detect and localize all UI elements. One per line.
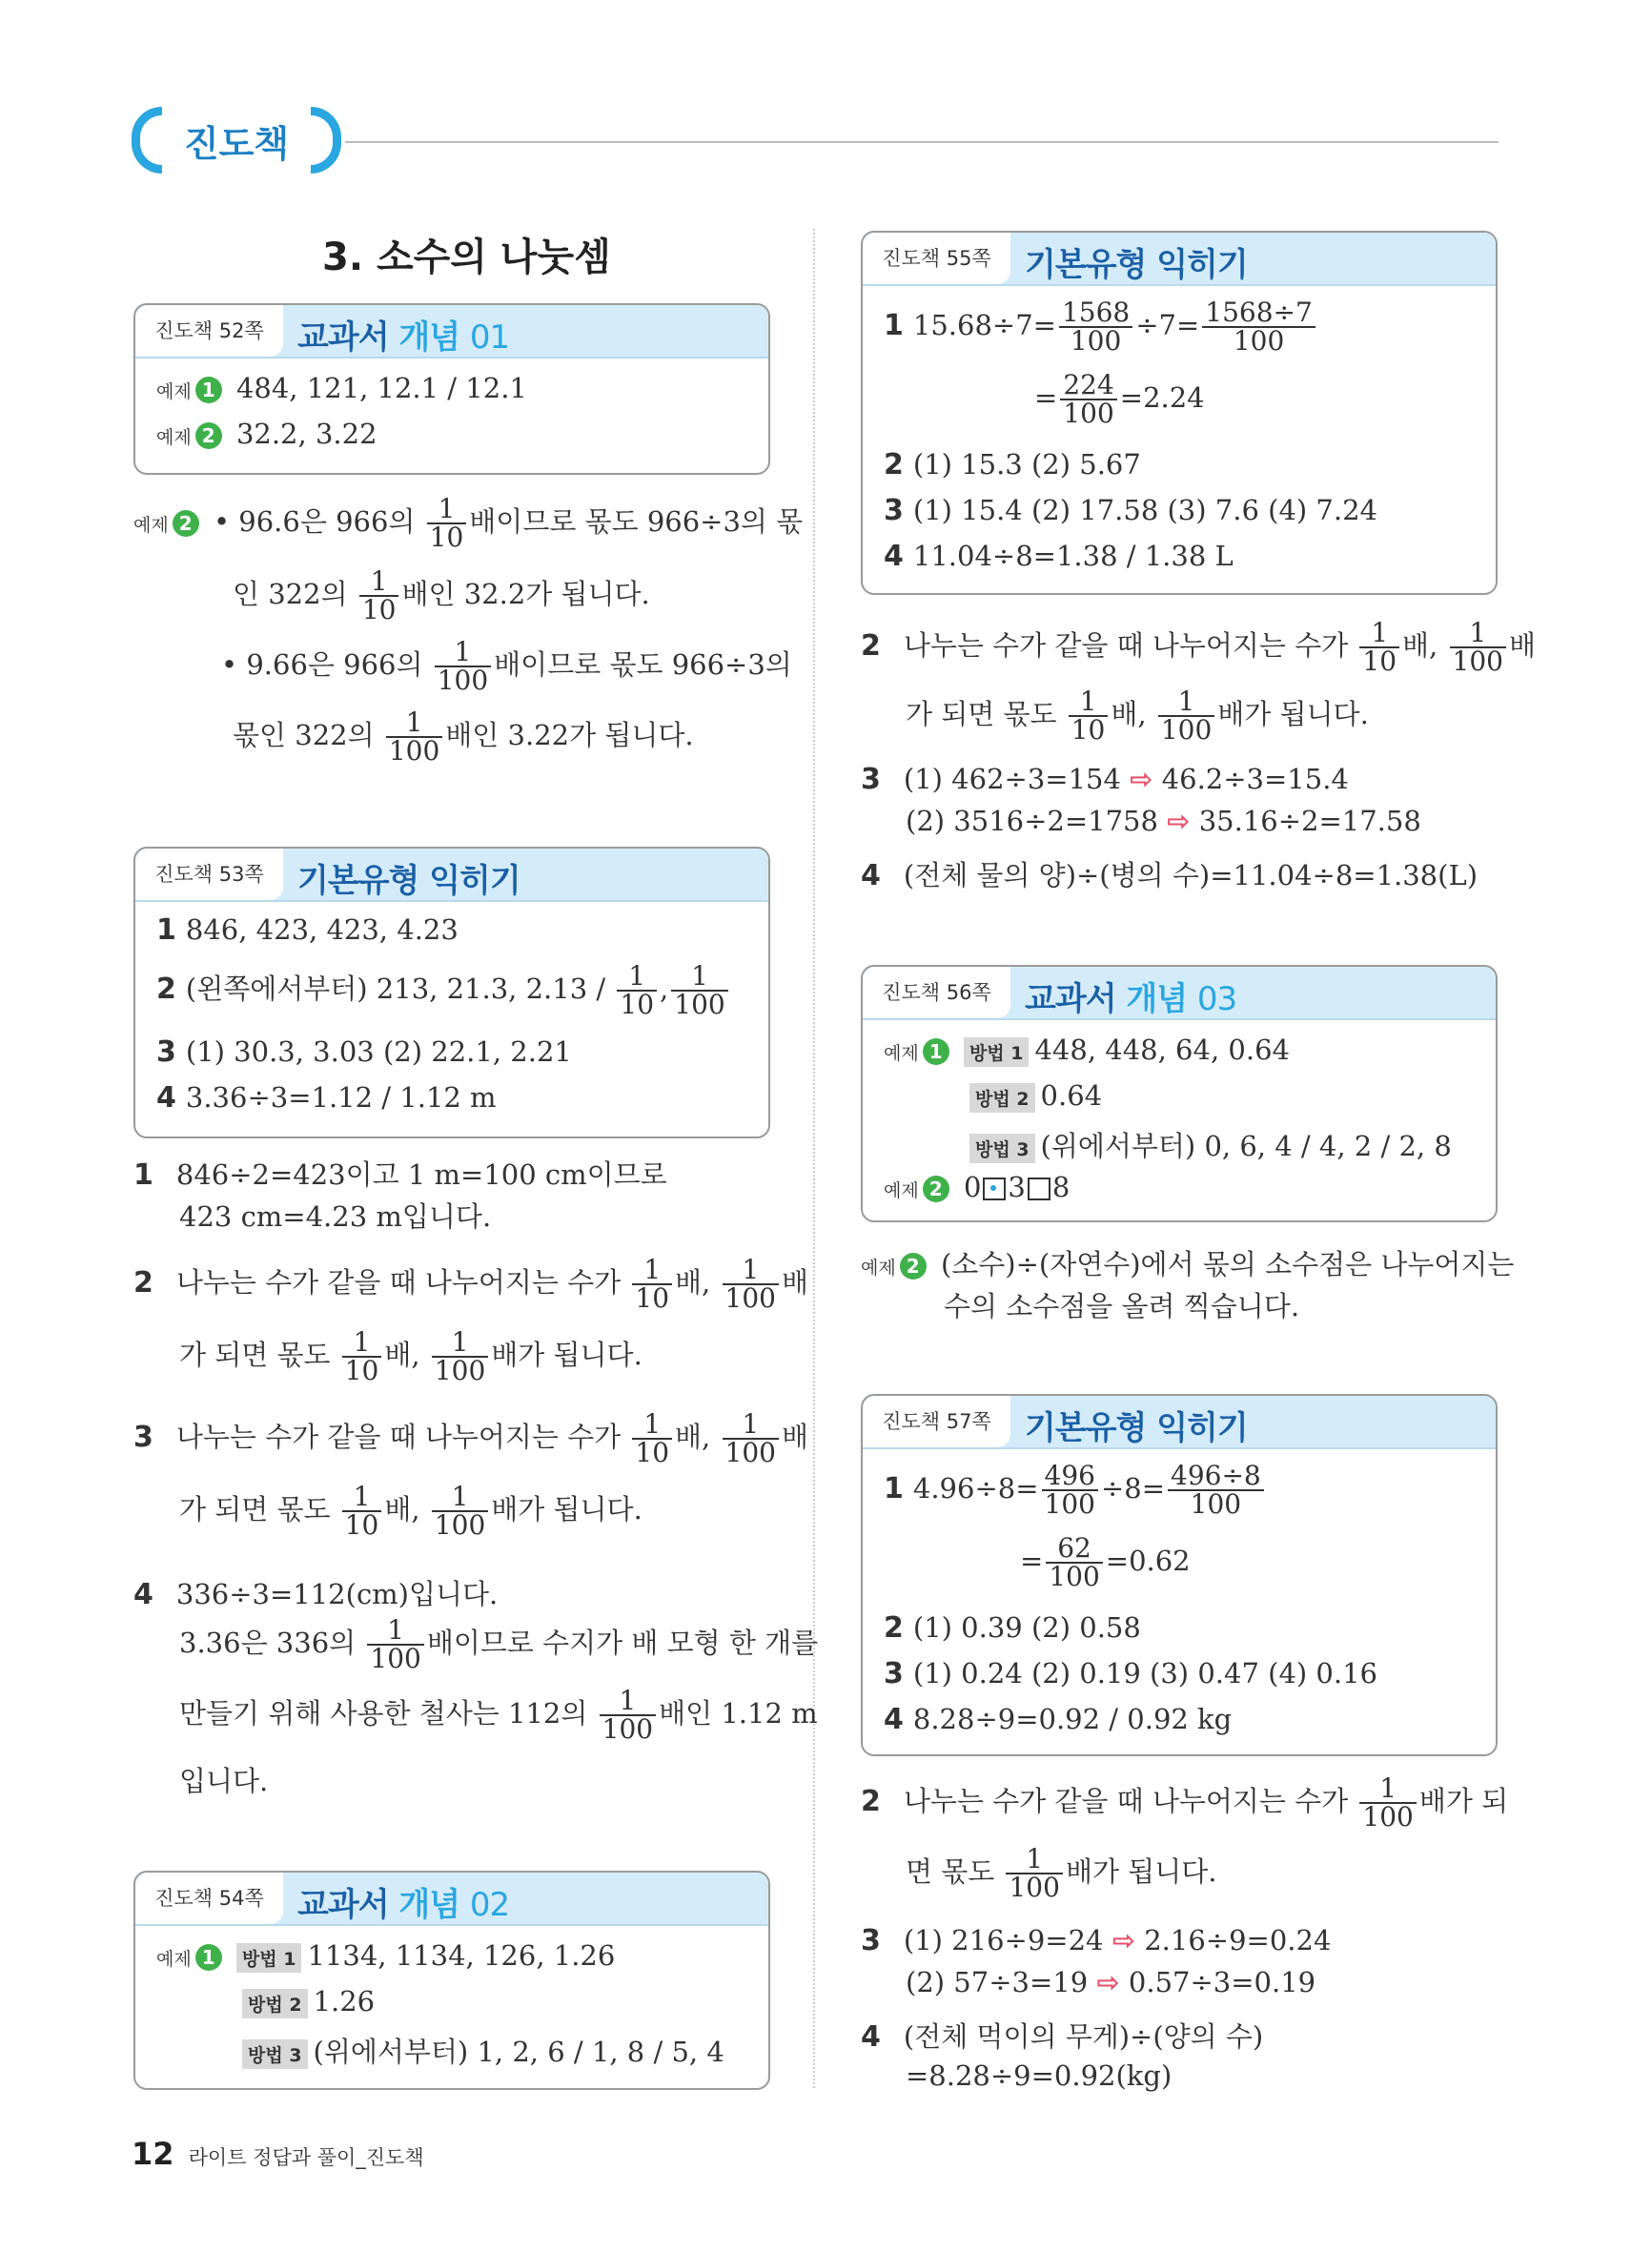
box-page-55 bbox=[861, 231, 1498, 595]
example-2: 예제 2 0 3 8 bbox=[884, 1171, 1071, 1203]
exp53-2: 2 나누는 수가 같을 때 나누어지는 수가 $\frac{1}{10}$ 배, $\frac{1}{100}$ 배 bbox=[133, 1254, 808, 1314]
exp57-4b: =8.28÷9=0.92(kg) bbox=[906, 2059, 1173, 2092]
left-bracket bbox=[132, 107, 162, 174]
decimal-box-filled bbox=[983, 1178, 1006, 1200]
exp53-4: 4 336÷3=112(cm)입니다. bbox=[133, 1578, 499, 1611]
answer-2: 2 (왼쪽에서부터) 213, 21.3, 2.13 / $\frac{1}{10}$ , $\frac{1}{100}$ bbox=[156, 963, 731, 1018]
exp53-4b: 3.36은 336의 $\frac{1}{100}$ 배이므로 수지가 배 모형 한 개를 bbox=[179, 1614, 819, 1674]
exp52-line2: 인 322의 $\frac{1}{10}$ 배인 32.2가 됩니다. bbox=[233, 565, 650, 625]
answer-4: 4 8.28÷9=0.92 / 0.92 kg bbox=[884, 1703, 1233, 1736]
exp55-2: 2 나누는 수가 같을 때 나누어지는 수가 $\frac{1}{10}$ 배, $\frac{1}{100}$ 배 bbox=[861, 617, 1536, 677]
box-title: 기본유형 익히기 bbox=[297, 862, 520, 900]
box-header bbox=[135, 1873, 768, 1926]
method-3: 방법 3 (위에서부터) 0, 6, 4 / 4, 2 / 2, 8 bbox=[969, 1125, 1452, 1164]
exp53-3: 3 나누는 수가 같을 때 나누어지는 수가 $\frac{1}{10}$ 배, $\frac{1}{100}$ 배 bbox=[133, 1408, 808, 1468]
column-divider bbox=[813, 229, 815, 2088]
answer-1: 1 846, 423, 423, 4.23 bbox=[156, 913, 459, 947]
page-ref: 진도책 55쪽 bbox=[863, 233, 1010, 284]
box-title: 교과서 개념 02 bbox=[297, 1886, 510, 1924]
decimal-box-empty bbox=[1028, 1178, 1050, 1200]
exp57-2: 2 나누는 수가 같을 때 나누어지는 수가 $\frac{1}{100}$ 배가 되 bbox=[861, 1772, 1509, 1833]
exp52-line3: • 9.66은 966의 $\frac{1}{100}$ 배이므로 몫도 966÷3의 bbox=[221, 636, 792, 696]
exp55-2b: 가 되면 몫도 $\frac{1}{10}$ 배, $\frac{1}{100}$ 배가 됩니다. bbox=[906, 686, 1369, 746]
page-number: 12 bbox=[132, 2136, 174, 2172]
exp57-3: 3 (1) 216÷9=24 ⇨ 2.16÷9=0.24 bbox=[861, 1924, 1332, 1957]
box-title: 교과서 개념 01 bbox=[297, 318, 510, 357]
page-ref: 진도책 54쪽 bbox=[135, 1873, 283, 1924]
box-title: 기본유형 익히기 bbox=[1025, 246, 1248, 284]
example-2: 예제 2 32.2, 3.22 bbox=[156, 418, 377, 450]
exp57-3b: (2) 57÷3=19 ⇨ 0.57÷3=0.19 bbox=[906, 1966, 1316, 1998]
exp52-line4: 몫인 322의 $\frac{1}{100}$ 배인 3.22가 됩니다. bbox=[233, 707, 694, 767]
box-page-56 bbox=[861, 965, 1498, 1222]
box-page-54 bbox=[133, 1871, 770, 2090]
page-ref: 진도책 56쪽 bbox=[863, 967, 1010, 1018]
box-title: 교과서 개념 03 bbox=[1025, 980, 1237, 1018]
answer-1-cont: = $\frac{62}{100}$ =0.62 bbox=[1020, 1532, 1191, 1592]
exp53-1: 1 846÷2=423이고 1 m=100 cm이므로 bbox=[133, 1158, 667, 1192]
box-header bbox=[863, 967, 1496, 1020]
answer-1: 1 4.96÷8= $\frac{496}{100}$ ÷8= $\frac{496\div 8}{100}$ bbox=[884, 1463, 1267, 1518]
answer-3: 3 (1) 15.4 (2) 17.58 (3) 7.6 (4) 7.24 bbox=[884, 494, 1377, 527]
answer-4: 4 3.36÷3=1.12 / 1.12 m bbox=[156, 1081, 497, 1115]
header-tab-label: 진도책 bbox=[183, 123, 290, 165]
exp55-3b: (2) 3516÷2=1758 ⇨ 35.16÷2=17.58 bbox=[906, 805, 1421, 837]
box-title: 기본유형 익히기 bbox=[1025, 1409, 1248, 1447]
method-2: 방법 2 1.26 bbox=[242, 1985, 375, 2018]
box-page-53 bbox=[133, 847, 770, 1138]
example-1: 예제 1 484, 121, 12.1 / 12.1 bbox=[156, 372, 527, 404]
method-1: 예제 1 방법 1 1134, 1134, 126, 1.26 bbox=[156, 1939, 616, 1972]
exp53-4c: 만들기 위해 사용한 철사는 112의 $\frac{1}{100}$ 배인 1.12 m bbox=[179, 1685, 818, 1745]
answer-3: 3 (1) 0.24 (2) 0.19 (3) 0.47 (4) 0.16 bbox=[884, 1657, 1377, 1690]
footer-text: 라이트 정답과 풀이_진도책 bbox=[188, 2146, 424, 2169]
exp56-line2: 수의 소수점을 올려 찍습니다. bbox=[944, 1290, 1300, 1322]
page-ref: 진도책 57쪽 bbox=[863, 1396, 1010, 1447]
page-ref: 진도책 52쪽 bbox=[135, 305, 283, 357]
page-footer bbox=[132, 2136, 424, 2172]
exp53-3b: 가 되면 몫도 $\frac{1}{10}$ 배, $\frac{1}{100}$ 배가 됩니다. bbox=[179, 1481, 642, 1541]
exp57-4: 4 (전체 먹이의 무게)÷(양의 수) bbox=[861, 2020, 1264, 2054]
answer-3: 3 (1) 30.3, 3.03 (2) 22.1, 2.21 bbox=[156, 1035, 572, 1069]
exp57-2b: 면 몫도 $\frac{1}{100}$ 배가 됩니다. bbox=[906, 1843, 1217, 1903]
box-page-57 bbox=[861, 1394, 1498, 1756]
exp52-line1: 예제 2 • 96.6은 966의 $\frac{1}{10}$ 배이므로 몫도 966÷3의 몫 bbox=[133, 493, 804, 553]
exp56-line1: 예제 2 (소수)÷(자연수)에서 몫의 소수점은 나누어지는 bbox=[861, 1248, 1515, 1280]
method-3: 방법 3 (위에서부터) 1, 2, 6 / 1, 8 / 5, 4 bbox=[242, 2031, 724, 2070]
method-2: 방법 2 0.64 bbox=[969, 1079, 1102, 1113]
right-bracket bbox=[311, 107, 341, 174]
header-rule bbox=[345, 141, 1499, 143]
exp53-1b: 423 cm=4.23 m입니다. bbox=[179, 1200, 492, 1233]
method-1: 예제 1 방법 1 448, 448, 64, 0.64 bbox=[884, 1034, 1290, 1066]
box-page-52 bbox=[133, 303, 770, 475]
box-header bbox=[135, 305, 768, 358]
box-header bbox=[863, 1396, 1496, 1449]
section-title: 3. 소수의 나눗셈 bbox=[322, 236, 611, 279]
page-ref: 진도책 53쪽 bbox=[135, 849, 283, 900]
exp55-4: 4 (전체 물의 양)÷(병의 수)=11.04÷8=1.38(L) bbox=[861, 859, 1479, 892]
answer-2: 2 (1) 0.39 (2) 0.58 bbox=[884, 1611, 1141, 1645]
exp55-3: 3 (1) 462÷3=154 ⇨ 46.2÷3=15.4 bbox=[861, 763, 1349, 796]
box-header bbox=[135, 849, 768, 902]
box-header bbox=[863, 233, 1496, 286]
answer-1: 1 15.68÷7= $\frac{1568}{100}$ ÷7= $\frac{1568\div 7}{100}$ bbox=[884, 299, 1318, 355]
header-tab bbox=[132, 107, 341, 174]
answer-1-cont: = $\frac{224}{100}$ =2.24 bbox=[1034, 369, 1205, 429]
exp53-2b: 가 되면 몫도 $\frac{1}{10}$ 배, $\frac{1}{100}$ 배가 됩니다. bbox=[179, 1326, 642, 1386]
exp53-4d: 입니다. bbox=[179, 1765, 269, 1797]
answer-4: 4 11.04÷8=1.38 / 1.38 L bbox=[884, 540, 1234, 573]
answer-2: 2 (1) 15.3 (2) 5.67 bbox=[884, 448, 1141, 481]
